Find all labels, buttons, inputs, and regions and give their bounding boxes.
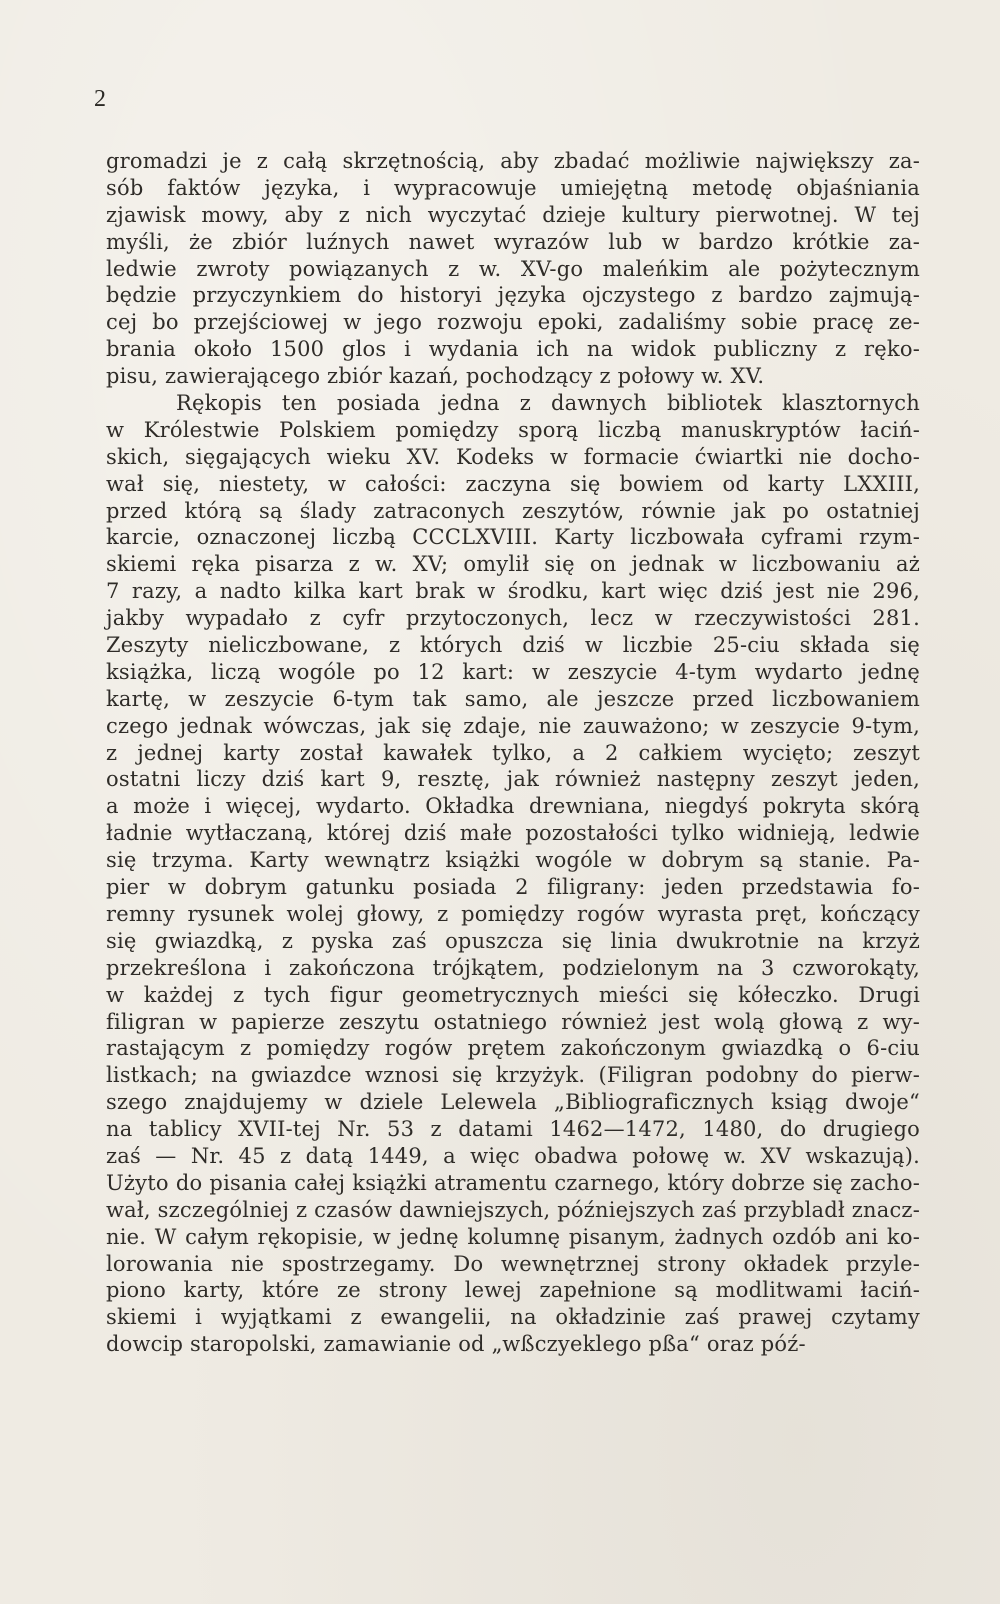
text-line: ostatni liczy dziś kart 9, resztę, jak również następny zeszyt jeden,: [106, 767, 920, 792]
text-line: na tablicy XVII-tej Nr. 53 z datami 1462—1472, 1480, do drugiego: [106, 1117, 920, 1142]
text-line: myśli, że zbiór luźnych nawet wyrazów lub w bardzo krótkie za-: [106, 229, 920, 254]
text-line: gromadzi je z całą skrzętnością, aby zbadać możliwie największy za-: [106, 149, 920, 173]
text-line: 7 razy, a nadto kilka kart brak w środku, kart więc dziś jest nie 296,: [106, 579, 920, 604]
text-line: Zeszyty nieliczbowane, z których dziś w liczbie 25-ciu składa się: [106, 633, 920, 658]
text-line: brania około 1500 glos i wydania ich na widok publiczny z ręko-: [106, 337, 920, 362]
text-line: pisu, zawierającego zbiór kazań, pochodzący z połowy w. XV.: [106, 364, 765, 389]
text-line: będzie przyczynkiem do historyi języka ojczystego z bardzo zajmują-: [106, 283, 920, 308]
text-line: się trzyma. Karty wewnątrz książki wogóle w dobrym są stanie. Pa-: [106, 848, 920, 873]
page-number: 2: [94, 86, 106, 112]
text-line: filigran w papierze zeszytu ostatniego również jest wolą głową z wy-: [106, 1009, 920, 1034]
text-line: listkach; na gwiazdce wznosi się krzyżyk. (Filigran podobny do pierw-: [106, 1063, 920, 1088]
text-line: kartę, w zeszycie 6-tym tak samo, ale jeszcze przed liczbowaniem: [106, 686, 920, 711]
text-line: nie. W całym rękopisie, w jednę kolumnę pisanym, żadnych ozdób ani ko-: [106, 1224, 920, 1249]
text-line: zaś — Nr. 45 z datą 1449, a więc obadwa połowę w. XV wskazują).: [106, 1143, 920, 1168]
text-line: szego znajdujemy w dziele Lelewela „Bibliograficznych ksiąg dwoje“: [106, 1090, 920, 1115]
text-line: ładnie wytłaczaną, której dziś małe pozostałości tylko widnieją, ledwie: [106, 821, 920, 846]
text-line: z jednej karty został kawałek tylko, a 2 całkiem wycięto; zeszyt: [106, 740, 920, 765]
text-line: Rękopis ten posiada jedna z dawnych bibliotek klasztornych: [176, 391, 920, 416]
text-line: skiemi i wyjątkami z ewangelii, na okładzinie zaś prawej czytamy: [106, 1305, 920, 1330]
text-line: skiemi ręka pisarza z w. XV; omylił się on jednak w liczbowaniu aż: [106, 552, 920, 577]
text-line: wał, szczególniej z czasów dawniejszych, późniejszych zaś przybladł znacz-: [106, 1197, 920, 1222]
text-line: przed którą są ślady zatraconych zeszytów, równie jak po ostatniej: [106, 498, 920, 523]
text-line: piono karty, które ze strony lewej zapełnione są modlitwami łaciń-: [106, 1278, 920, 1303]
text-line: pier w dobrym gatunku posiada 2 filigrany: jeden przedstawia fo-: [106, 875, 920, 900]
text-line: cej bo przejściowej w jego rozwoju epoki, zadaliśmy sobie pracę ze-: [106, 310, 920, 335]
text-line: lorowania nie spostrzegamy. Do wewnętrznej strony okładek przyle-: [106, 1251, 920, 1276]
text-line: ledwie zwroty powiązanych z w. XV-go maleńkim ale pożytecznym: [106, 256, 920, 281]
text-line: przekreślona i zakończona trójkątem, podzielonym na 3 czworokąty,: [106, 955, 920, 980]
text-line: książka, liczą wogóle po 12 kart: w zeszycie 4-tym wydarto jednę: [106, 659, 920, 684]
text-line: zjawisk mowy, aby z nich wyczytać dzieje kultury pierwotnej. W tej: [106, 202, 920, 227]
paragraph: [106, 148, 920, 390]
text-line: w każdej z tych figur geometrycznych mieści się kółeczko. Drugi: [106, 982, 920, 1007]
text-line: rastającym z pomiędzy rogów prętem zakończonym gwiazdką o 6-ciu: [106, 1036, 920, 1061]
text-line: w Królestwie Polskiem pomiędzy sporą liczbą manuskryptów łaciń-: [106, 417, 920, 442]
text-line: dowcip staropolski, zamawianie od „wßczyeklego pßa“ oraz póź-: [106, 1332, 806, 1357]
body-text: [106, 148, 920, 1358]
text-line: czego jednak wówczas, jak się zdaje, nie zauważono; w zeszycie 9-tym,: [106, 713, 920, 738]
text-line: sób faktów języka, i wypracowuje umiejętną metodę objaśniania: [106, 175, 920, 200]
text-line: się gwiazdką, z pyska zaś opuszcza się linia dwukrotnie na krzyż: [106, 928, 920, 953]
text-line: jakby wypadało z cyfr przytoczonych, lecz w rzeczywistości 281.: [106, 606, 920, 631]
text-line: remny rysunek wolej głowy, z pomiędzy rogów wyrasta pręt, kończący: [106, 901, 920, 926]
text-line: Użyto do pisania całej książki atramentu czarnego, który dobrze się zacho-: [106, 1170, 920, 1195]
text-line: skich, sięgających wieku XV. Kodeks w formacie ćwiartki nie docho-: [106, 444, 920, 469]
paragraph: [106, 390, 920, 1358]
text-line: a może i więcej, wydarto. Okładka drewniana, niegdyś pokryta skórą: [106, 794, 920, 819]
text-line: karcie, oznaczonej liczbą CCCLXVIII. Karty liczbowała cyframi rzym-: [106, 525, 920, 550]
text-line: wał się, niestety, w całości: zaczyna się bowiem od karty LXXIII,: [106, 471, 920, 496]
